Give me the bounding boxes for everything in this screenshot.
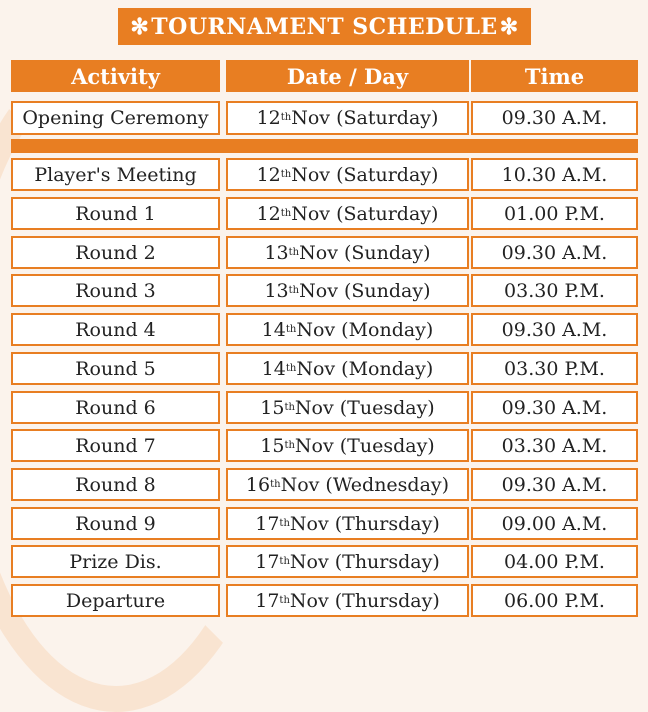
column-header-date-day: Date / Day [226, 60, 469, 92]
time-cell: 10.30 A.M. [471, 158, 638, 191]
date-day-number: 14 [261, 318, 286, 341]
date-day-cell: 15 th Nov (Tuesday) [226, 391, 469, 424]
activity-cell: Round 2 [11, 236, 220, 269]
table-row [11, 274, 638, 307]
time-cell: 03.30 P.M. [471, 352, 638, 385]
date-day-cell: 13 th Nov (Sunday) [226, 236, 469, 269]
date-day-number: 17 [255, 512, 280, 535]
date-month-weekday: Nov (Saturday) [291, 202, 439, 225]
date-day-cell: 17 th Nov (Thursday) [226, 507, 469, 540]
table-row [11, 236, 638, 269]
table-row [11, 352, 638, 385]
date-day-number: 13 [264, 241, 289, 264]
date-month-weekday: Nov (Tuesday) [294, 396, 435, 419]
date-day-number: 15 [260, 396, 285, 419]
table-row [11, 391, 638, 424]
activity-cell: Opening Ceremony [11, 101, 220, 135]
time-cell: 04.00 P.M. [471, 545, 638, 578]
time-cell: 09.30 A.M. [471, 313, 638, 346]
date-day-number: 12 [256, 107, 281, 129]
table-row [11, 313, 638, 346]
date-month-weekday: Nov (Thursday) [289, 589, 440, 612]
date-month-weekday: Nov (Monday) [296, 318, 434, 341]
date-day-cell: 15 th Nov (Tuesday) [226, 429, 469, 462]
activity-cell: Round 3 [11, 274, 220, 307]
date-day-number: 16 [245, 473, 271, 496]
table-row [11, 197, 638, 230]
time-cell: 06.00 P.M. [471, 584, 638, 617]
activity-cell: Round 9 [11, 507, 220, 540]
time-cell: 09.30 A.M. [471, 391, 638, 424]
date-day-cell: 14 th Nov (Monday) [226, 313, 469, 346]
date-day-number: 12 [256, 163, 281, 186]
date-month-weekday: Nov (Tuesday) [294, 434, 435, 457]
date-day-number: 14 [261, 357, 286, 380]
activity-cell: Round 1 [11, 197, 220, 230]
date-day-cell: 17 th Nov (Thursday) [226, 584, 469, 617]
table-row [11, 584, 638, 617]
table-header [11, 60, 638, 92]
date-day-cell: 12 th Nov (Saturday) [226, 158, 469, 191]
table-row [11, 158, 638, 191]
activity-cell: Player's Meeting [11, 158, 220, 191]
date-month-weekday: Nov (Wednesday) [280, 473, 450, 496]
column-header-activity: Activity [11, 60, 220, 92]
time-cell: 03.30 P.M. [471, 274, 638, 307]
date-day-cell: 16 th Nov (Wednesday) [226, 468, 469, 501]
activity-cell: Round 7 [11, 429, 220, 462]
date-day-cell: 12 th Nov (Saturday) [226, 197, 469, 230]
activity-cell: Round 6 [11, 391, 220, 424]
date-month-weekday: Nov (Saturday) [291, 107, 439, 129]
page-title [118, 8, 531, 45]
activity-cell: Round 5 [11, 352, 220, 385]
date-day-cell: 13 th Nov (Sunday) [226, 274, 469, 307]
asterisk-icon: ✻ [499, 13, 519, 40]
date-month-weekday: Nov (Thursday) [289, 550, 440, 573]
date-day-cell: 14 th Nov (Monday) [226, 352, 469, 385]
table-row [11, 507, 638, 540]
time-cell: 09.30 A.M. [471, 468, 638, 501]
separator-bar [11, 139, 638, 153]
time-cell: 09.30 A.M. [471, 101, 638, 135]
activity-cell: Round 4 [11, 313, 220, 346]
activity-cell: Departure [11, 584, 220, 617]
date-day-number: 15 [260, 434, 285, 457]
date-day-number: 12 [256, 202, 281, 225]
time-cell: 09.30 A.M. [471, 236, 638, 269]
activity-cell: Prize Dis. [11, 545, 220, 578]
time-cell: 01.00 P.M. [471, 197, 638, 230]
date-day-cell: 17 th Nov (Thursday) [226, 545, 469, 578]
activity-cell: Round 8 [11, 468, 220, 501]
time-cell: 03.30 A.M. [471, 429, 638, 462]
date-month-weekday: Nov (Monday) [296, 357, 434, 380]
column-header-time: Time [471, 60, 638, 92]
table-row [11, 429, 638, 462]
date-month-weekday: Nov (Sunday) [299, 241, 431, 264]
date-day-number: 17 [255, 589, 280, 612]
date-month-weekday: Nov (Sunday) [299, 279, 431, 302]
asterisk-icon: ✻ [130, 13, 150, 40]
table-row [11, 545, 638, 578]
date-month-weekday: Nov (Thursday) [289, 512, 440, 535]
date-day-number: 17 [255, 550, 280, 573]
date-month-weekday: Nov (Saturday) [291, 163, 439, 186]
table-row [11, 468, 638, 501]
time-cell: 09.00 A.M. [471, 507, 638, 540]
date-day-number: 13 [264, 279, 289, 302]
table-row [11, 101, 638, 135]
date-day-cell: 12 th Nov (Saturday) [226, 101, 469, 135]
page-title-text: TOURNAMENT SCHEDULE [151, 13, 498, 40]
